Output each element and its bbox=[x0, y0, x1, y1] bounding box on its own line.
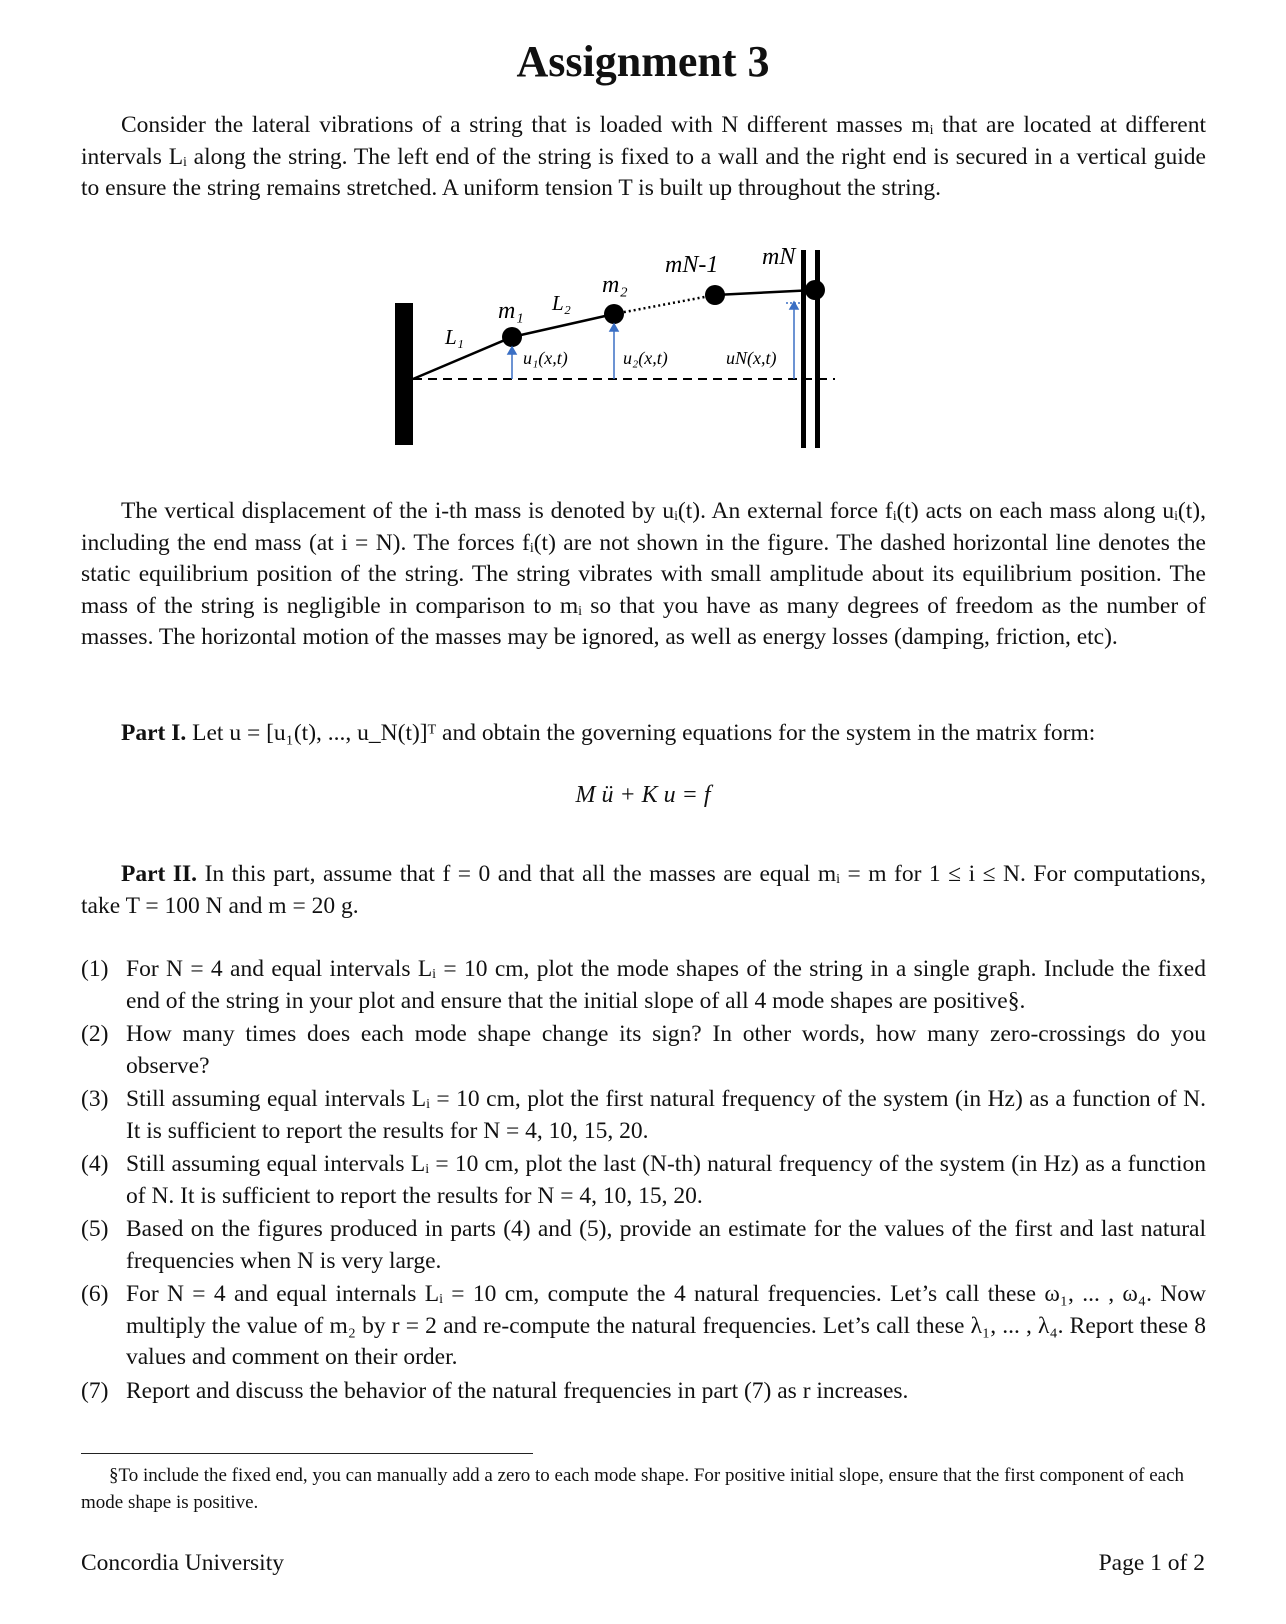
part2-paragraph bbox=[81, 859, 1206, 922]
vertical-guide-right-rail bbox=[815, 250, 820, 448]
string-mass-figure bbox=[390, 248, 850, 452]
part1-heading: Part I. bbox=[121, 720, 187, 746]
question-item bbox=[81, 1149, 1206, 1212]
mass-n-1 bbox=[705, 285, 725, 305]
part1-text: Let u = [u₁(t), ..., u_N(t)]ᵀ and obtain the governing equations for the system in the matrix form: bbox=[192, 720, 1096, 746]
vertical-guide-left-rail bbox=[801, 250, 806, 448]
string-segment-2 bbox=[512, 314, 614, 337]
question-item bbox=[81, 1214, 1206, 1277]
question-number: (4) bbox=[81, 1151, 109, 1177]
question-number: (2) bbox=[81, 1021, 109, 1047]
label-u2: u₂(x,t) bbox=[623, 348, 668, 368]
question-text: Based on the figures produced in parts (4) and (5), provide an estimate for the values of the first and last natural frequencies when N is very large. bbox=[126, 1216, 1206, 1274]
footnote-rule bbox=[81, 1453, 533, 1454]
page-title: Assignment 3 bbox=[516, 37, 770, 86]
description-paragraph: The vertical displacement of the i-th mass is denoted by uᵢ(t). An external force fᵢ(t) acts on each mass along uᵢ(t), including the end mass (at i = N). The forces fᵢ(t) are not shown in the figure. The dashed horizontal line denotes the static equilibrium position of the string. The string vibrates with small amplitude about its equilibrium position. The mass of the string is negligible in comparison to mᵢ so that you have as many degrees of freedom as the number of masses. The horizontal motion of the masses may be ignored, as well as energy losses (damping, friction, etc). bbox=[81, 498, 1206, 650]
mass-2 bbox=[604, 304, 624, 324]
label-m2: m₂ bbox=[602, 272, 628, 298]
part1-paragraph bbox=[81, 718, 1206, 750]
mass-n bbox=[805, 280, 825, 300]
string-segment-last bbox=[715, 290, 815, 295]
footer-institution: Concordia University bbox=[81, 1550, 284, 1576]
question-item bbox=[81, 1279, 1206, 1374]
footnote: §To include the fixed end, you can manually add a zero to each mode shape. For positive initial slope, ensure that the first component of each mode shape is positive. bbox=[81, 1465, 1185, 1513]
intro-paragraph: Consider the lateral vibrations of a string that is loaded with N different masses mᵢ that are located at different intervals Lᵢ along the string. The left end of the string is fixed to a wall and the right end is secured in a vertical guide to ensure the string remains stretched. A uniform tension T is built up throughout the string. bbox=[81, 112, 1206, 201]
label-un: uN(x,t) bbox=[726, 348, 777, 368]
label-mn-1: mN-1 bbox=[665, 252, 719, 278]
question-item bbox=[81, 1019, 1206, 1082]
question-item bbox=[81, 954, 1206, 1017]
question-text: Still assuming equal intervals Lᵢ = 10 cm, plot the last (N-th) natural frequency of the system (in Hz) as a function of N. It is sufficient to report the results for N = 4, 10, 15, 20. bbox=[126, 1151, 1206, 1209]
question-item bbox=[81, 1376, 1206, 1408]
question-text: Still assuming equal intervals Lᵢ = 10 cm, plot the first natural frequency of the system (in Hz) as a function of N. It is sufficient to report the results for N = 4, 10, 15, 20. bbox=[126, 1086, 1206, 1144]
label-l2: L₂ bbox=[552, 291, 571, 315]
question-number: (7) bbox=[81, 1377, 109, 1404]
footer-page-number: Page 1 of 2 bbox=[1098, 1550, 1205, 1576]
part2-text: In this part, assume that f = 0 and that all the masses are equal mᵢ = m for 1 ≤ i ≤ N. For computations, take T = 100 N and m = 20 g. bbox=[81, 861, 1207, 919]
label-l1: L₁ bbox=[445, 325, 464, 349]
question-text: For N = 4 and equal intervals Lᵢ = 10 cm, plot the mode shapes of the string in a single graph. Include the fixed end of the string in your plot and ensure that the initial slope of all 4 mode shapes are positive§. bbox=[126, 956, 1206, 1014]
question-item bbox=[81, 1084, 1206, 1147]
mass-1 bbox=[502, 327, 522, 347]
question-text: For N = 4 and equal internals Lᵢ = 10 cm, compute the 4 natural frequencies. Let’s call these ω₁, ... , ω₄. Now multiply the value of m₂ by r = 2 and re-compute the natural frequencies. Let’s call these λ₁, ... , λ₄. Report these 8 values and comment on their order. bbox=[126, 1281, 1206, 1370]
question-list bbox=[81, 954, 1206, 1409]
governing-equation: M ü + K u = f bbox=[575, 782, 711, 808]
question-number: (5) bbox=[81, 1216, 109, 1242]
question-text: How many times does each mode shape change its sign? In other words, how many zero-crossings do you observe? bbox=[126, 1021, 1206, 1079]
label-u1: u₁(x,t) bbox=[523, 348, 568, 368]
label-m1: m₁ bbox=[498, 298, 524, 324]
question-number: (1) bbox=[81, 956, 109, 982]
question-number: (3) bbox=[81, 1086, 109, 1112]
question-number: (6) bbox=[81, 1281, 109, 1307]
string-segment-dotted bbox=[614, 295, 715, 314]
label-mn: mN bbox=[762, 248, 796, 270]
question-text: Report and discuss the behavior of the natural frequencies in part (7) as r increases. bbox=[126, 1377, 909, 1404]
part2-heading: Part II. bbox=[121, 861, 198, 887]
fixed-wall bbox=[395, 303, 413, 445]
